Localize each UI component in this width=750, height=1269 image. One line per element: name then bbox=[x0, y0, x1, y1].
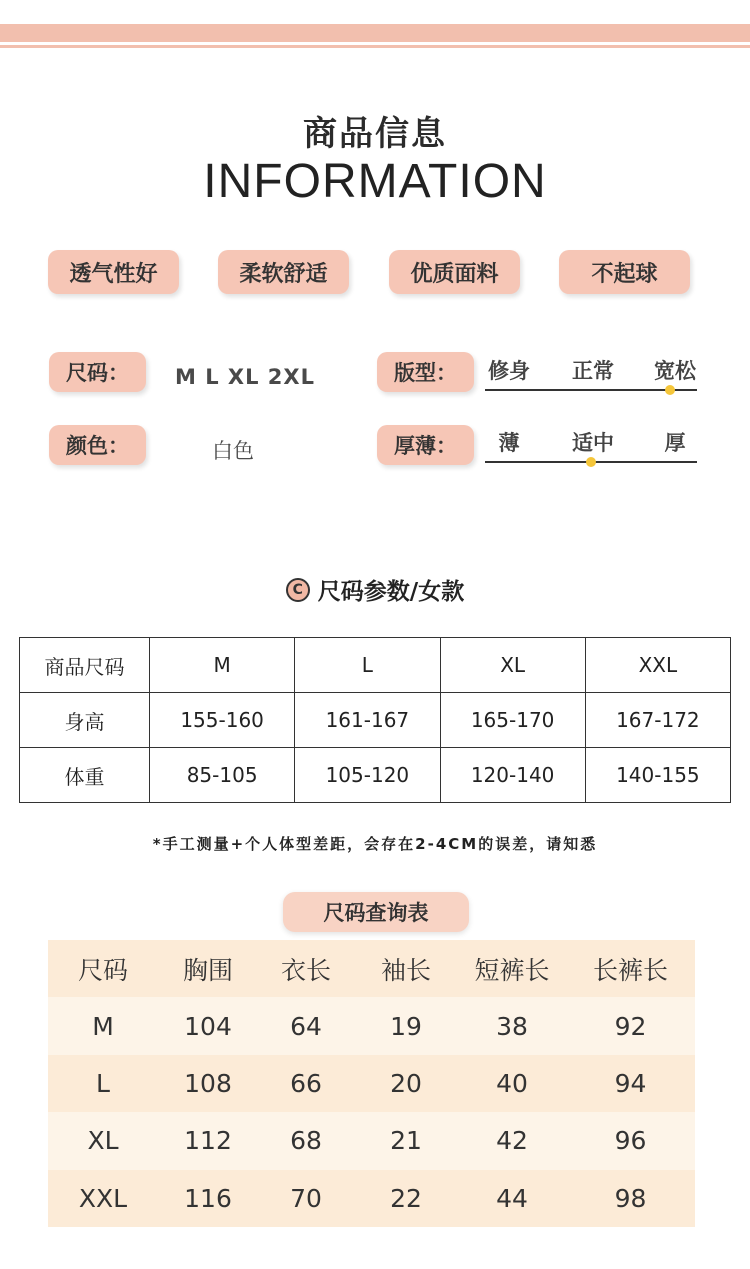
table-header-cell: L bbox=[295, 638, 440, 693]
color-label: 颜色： bbox=[49, 425, 146, 465]
lookup-cell: 92 bbox=[614, 1011, 647, 1041]
page-subtitle: INFORMATION bbox=[203, 155, 547, 208]
table-cell: 165-170 bbox=[440, 693, 585, 748]
lookup-title: 尺码查询表 bbox=[283, 892, 469, 932]
table-header-cell: 商品尺码 bbox=[20, 638, 150, 693]
lookup-cell: XL bbox=[87, 1126, 119, 1156]
fit-option-slim: 修身 bbox=[488, 359, 530, 383]
lookup-cell: 98 bbox=[614, 1183, 647, 1213]
fit-scale bbox=[485, 355, 697, 395]
lookup-cell: 108 bbox=[184, 1068, 232, 1098]
lookup-header-cell: 尺码 bbox=[77, 955, 128, 985]
table-cell: 120-140 bbox=[440, 748, 585, 803]
lookup-cell: L bbox=[96, 1068, 110, 1098]
lookup-cell: 20 bbox=[390, 1068, 422, 1098]
lookup-row bbox=[48, 1112, 695, 1169]
lookup-cell: 66 bbox=[290, 1068, 322, 1098]
lookup-cell: 104 bbox=[184, 1011, 232, 1041]
table-header-row bbox=[20, 638, 731, 693]
top-decor-band bbox=[0, 24, 750, 42]
size-params-title: 尺码参数/女款 bbox=[317, 579, 465, 605]
fit-marker bbox=[665, 385, 675, 395]
size-params-heading bbox=[0, 573, 750, 606]
lookup-header-cell: 衣长 bbox=[280, 955, 331, 985]
thickness-marker bbox=[586, 457, 596, 467]
thickness-label: 厚薄： bbox=[377, 425, 474, 465]
table-cell: 155-160 bbox=[150, 693, 295, 748]
lookup-cell: 94 bbox=[614, 1068, 647, 1098]
table-cell: 161-167 bbox=[295, 693, 440, 748]
lookup-cell: 40 bbox=[496, 1068, 528, 1098]
lookup-cell: M bbox=[92, 1011, 114, 1041]
table-cell: 105-120 bbox=[295, 748, 440, 803]
size-label: 尺码： bbox=[49, 352, 146, 392]
lookup-header-row bbox=[48, 940, 695, 997]
lookup-cell: 68 bbox=[290, 1126, 322, 1156]
feature-badge-quality: 优质面料 bbox=[389, 250, 520, 294]
table-cell: 167-172 bbox=[585, 693, 730, 748]
lookup-cell: 42 bbox=[496, 1126, 528, 1156]
lookup-cell: 70 bbox=[290, 1183, 322, 1213]
lookup-cell: 22 bbox=[390, 1183, 422, 1213]
lookup-header-cell: 短裤长 bbox=[474, 955, 550, 985]
fit-option-regular: 正常 bbox=[572, 359, 614, 383]
copyright-c-icon: C bbox=[286, 578, 310, 602]
top-decor-line bbox=[0, 45, 750, 48]
size-params-table bbox=[19, 637, 731, 803]
fit-label: 版型： bbox=[377, 352, 474, 392]
lookup-header-cell: 长裤长 bbox=[592, 955, 668, 985]
table-cell: 140-155 bbox=[585, 748, 730, 803]
feature-badge-breathable: 透气性好 bbox=[48, 250, 179, 294]
lookup-header-cell: 胸围 bbox=[182, 955, 233, 985]
lookup-cell: 112 bbox=[184, 1126, 232, 1156]
lookup-row bbox=[48, 1055, 695, 1112]
lookup-cell: 19 bbox=[390, 1011, 422, 1041]
measurement-note: *手工测量+个人体型差距，会存在2-4CM的误差，请知悉 bbox=[152, 835, 598, 853]
lookup-cell: 96 bbox=[614, 1126, 647, 1156]
table-cell: 身高 bbox=[20, 693, 150, 748]
thickness-option-thin: 薄 bbox=[498, 431, 520, 455]
feature-badge-soft: 柔软舒适 bbox=[218, 250, 349, 294]
lookup-cell: 38 bbox=[496, 1011, 528, 1041]
page-title: 商品信息 bbox=[303, 114, 447, 154]
size-value: M L XL 2XL bbox=[175, 365, 315, 389]
table-header-cell: M bbox=[150, 638, 295, 693]
lookup-row bbox=[48, 1170, 695, 1227]
table-row bbox=[20, 693, 731, 748]
lookup-cell: 64 bbox=[290, 1011, 322, 1041]
feature-badge-no-pilling: 不起球 bbox=[559, 250, 690, 294]
lookup-cell: 21 bbox=[390, 1126, 422, 1156]
lookup-row bbox=[48, 997, 695, 1054]
table-header-cell: XL bbox=[440, 638, 585, 693]
lookup-header-cell: 袖长 bbox=[380, 955, 431, 985]
color-value: 白色 bbox=[212, 439, 254, 463]
table-row bbox=[20, 748, 731, 803]
size-lookup-table bbox=[48, 940, 695, 1227]
lookup-cell: 44 bbox=[496, 1183, 528, 1213]
table-cell: 85-105 bbox=[150, 748, 295, 803]
thickness-scale bbox=[485, 427, 697, 467]
fit-option-loose: 宽松 bbox=[654, 359, 696, 383]
thickness-option-thick: 厚 bbox=[664, 431, 686, 455]
table-header-cell: XXL bbox=[585, 638, 730, 693]
thickness-option-medium: 适中 bbox=[572, 431, 614, 455]
table-cell: 体重 bbox=[20, 748, 150, 803]
lookup-cell: XXL bbox=[78, 1183, 128, 1213]
lookup-cell: 116 bbox=[184, 1183, 232, 1213]
